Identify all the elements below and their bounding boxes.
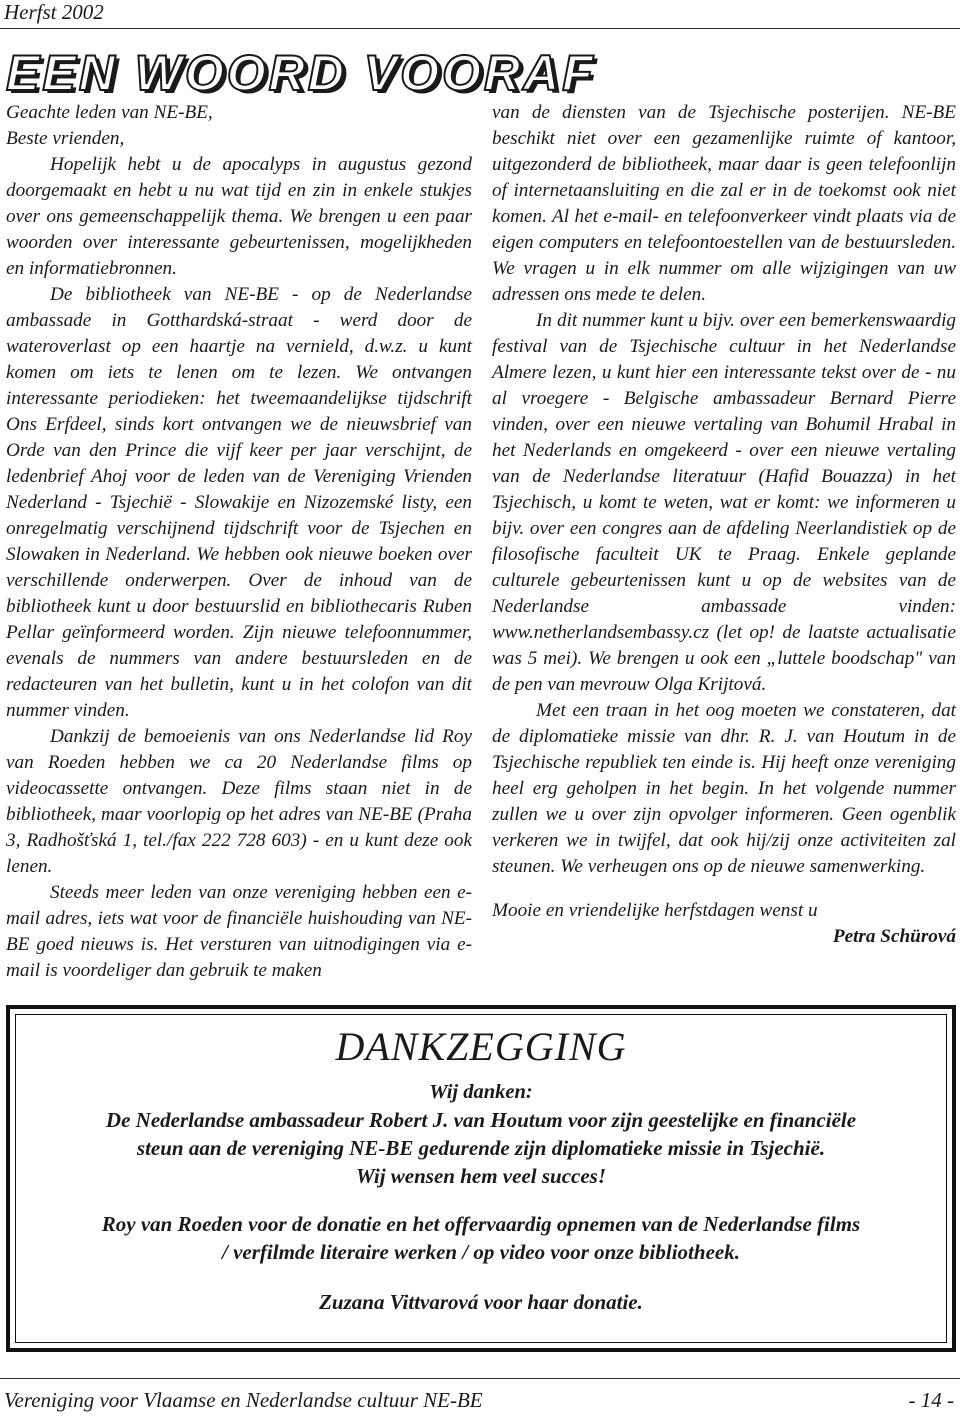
thanks-subtitle: Wij danken: (429, 1081, 533, 1103)
thanks-content (10, 1009, 952, 1316)
paragraph: Dankzij de bemoeienis van ons Nederlandse lid Roy van Roeden hebben we ca 20 Nederlandse films op videocassette ontvangen. Deze films staan niet in de bibliotheek, maar voorlopig op het adres van NE-BE (Praha 3, Radhošťská 1, tel./fax 222 728 603) - en u kunt deze ook lenen. (6, 726, 472, 877)
bottom-rule (0, 1378, 960, 1379)
thanks-line: Roy van Roeden voor de donatie en het offervaardig opnemen van de Nederlandse films (101, 1212, 861, 1236)
thanks-line: Zuzana Vittvarová voor haar donatie. (319, 1290, 643, 1314)
closing-line: Mooie en vriendelijke herfstdagen wenst u (492, 900, 818, 921)
greeting-line: Beste vrienden, (6, 128, 125, 149)
thanks-line: steun aan de vereniging NE-BE gedurende zijn diplomatieke missie in Tsjechië. (136, 1136, 826, 1160)
paragraph: Steeds meer leden van onze vereniging hebben een e-mail adres, iets wat voor de financiële huishouding van NE-BE goed nieuws is. Het versturen van uitnodigingen via e-mail is voordeliger dan gebruik te maken (6, 882, 472, 981)
greeting-line: Geachte leden van NE-BE, (6, 102, 213, 123)
right-column (492, 100, 956, 950)
thanks-line: Wij wensen hem veel succes! (355, 1164, 607, 1188)
signature: Petra Schürová (832, 926, 956, 947)
page-title: EEN WOORD VOORAF (6, 45, 596, 101)
thanks-line: De Nederlandse ambassadeur Robert J. van Houtum voor zijn geestelijke en financiële (105, 1108, 857, 1132)
top-rule (0, 28, 960, 29)
footer-organization: Vereniging voor Vlaamse en Nederlandse cultuur NE-BE (4, 1388, 483, 1412)
paragraph: In dit nummer kunt u bijv. over een bemerkenswaardig festival van de Tsjechische cultuur in het Nederlandse Almere lezen, u kunt hier een interessante tekst over de - nu al vroegere - Belgische ambassadeur Bernard Pierre vinden, over een nieuwe vertaling van Bohumil Hrabal in het Nederlands en omgekeerd - over een nieuwe vertaling van de Nederlandse literatuur (Hafid Bouazza) in het Tsjechisch, u komt te weten, wat er komt: we informeren u bijv. over een congres aan de afdeling Neerlandistiek op de filosofische faculteit UK te Praag. Enkele geplande culturele gebeurtenissen kunt u op de websites van de Nederlandse ambassade vinden: www.netherlandsembassy.cz (let op! de laatste actualisatie was 5 mei). We brengen u ook een „luttele boodschap" van de pen van mevrouw Olga Krijtová. (492, 310, 956, 695)
paragraph: van de diensten van de Tsjechische posterijen. NE-BE beschikt niet over een gezamenlijke ruimte of kantoor, uitgezonderd de bibliotheek, maar daar is geen telefoonlijn of internetaansluiting en die zal er in de toekomst ook niet komen. Al het e-mail- en telefoonverkeer vindt plaats via de eigen computers en telefoontoestellen van de bestuursleden. We vragen u in elk nummer om alle wijzigingen van uw adressen ons mede te delen. (492, 102, 956, 305)
left-column (6, 100, 472, 984)
paragraph: Hopelijk hebt u de apocalyps in augustus gezond doorgemaakt en hebt u nu wat tijd en zin in enkele stukjes over ons gemeenschappelijk thema. We brengen u een paar woorden over interessante gebeurtenissen, mogelijkheden en informatiebronnen. (6, 154, 472, 279)
thanks-box (6, 1005, 956, 1352)
thanks-line: / verfilmde literaire werken / op video voor onze bibliotheek. (222, 1240, 740, 1264)
thanks-title: DANKZEGGING (335, 1024, 627, 1069)
paragraph: De bibliotheek van NE-BE - op de Nederlandse ambassade in Gotthardská-straat - werd door de wateroverlast op een haartje na vernield, d.w.z. u kunt komen om iets te lenen om te lezen. We ontvangen interessante periodieken: het tweemaandelijkse tijdschrift Ons Erfdeel, sinds kort ontvangen we de nieuwsbrief van Orde van den Prince die vijf keer per jaar verschijnt, de ledenbrief Ahoj voor de leden van de Vereniging Vrienden Nederland - Tsjechië - Slowakije en Nizozemské listy, een onregelmatig verschijnend tijdschrift voor de Tsjechen en Slowaken in Nederland. We hebben ook nieuwe boeken over verschillende onderwerpen. Over de inhoud van de bibliotheek kunt u door bestuurslid en bibliothecaris Ruben Pellar geïnformeerd worden. Zijn nieuwe telefoonnummer, evenals de nummers van andere bestuursleden en de redacteuren van het bulletin, kunt u in het colofon van dit nummer vinden. (6, 284, 472, 721)
issue-label: Herfst 2002 (4, 0, 104, 24)
paragraph: Met een traan in het oog moeten we constateren, dat de diplomatieke missie van dhr. R. J. van Houtum in de Tsjechische republiek ten einde is. Hij heeft onze vereniging heel erg geholpen in het begin. In het volgende nummer zullen we u over zijn opvolger informeren. Geen ogenblik verkeren we in twijfel, dat ook hij/zij onze activiteiten zal steunen. We verheugen ons op de nieuwe samenwerking. (492, 700, 956, 877)
page-number: - 14 - (908, 1388, 954, 1412)
